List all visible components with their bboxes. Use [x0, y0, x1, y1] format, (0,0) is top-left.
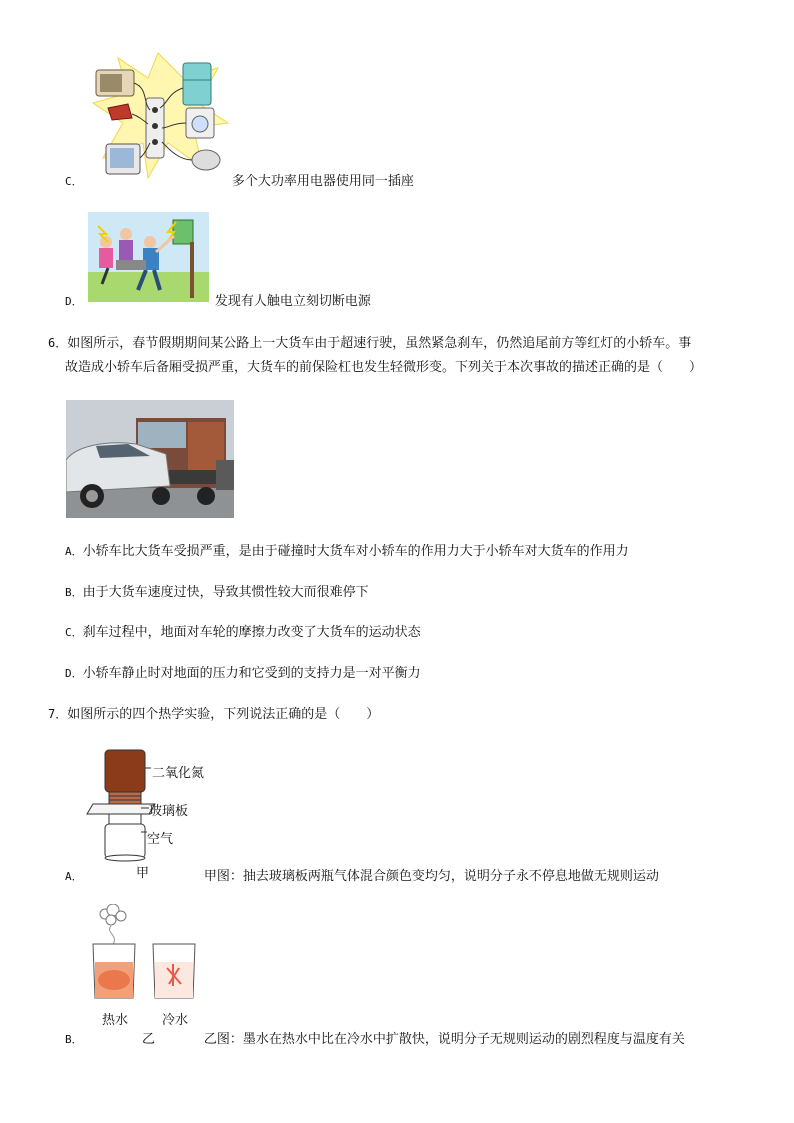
question-number: 6．	[48, 336, 68, 350]
option-letter: D．	[65, 295, 83, 308]
beakers-diagram	[85, 904, 205, 1004]
q7-option-a	[65, 868, 659, 886]
q7-option-b	[65, 1031, 685, 1049]
question-number: 7．	[48, 707, 68, 721]
question-6-line2: 故造成小轿车后备厢受损严重，大货车的前保险杠也发生轻微形变。下列关于本次事故的描述正确的是（ ）	[65, 360, 703, 375]
option-text: 刹车过程中，地面对车轮的摩擦力改变了大货车的运动状态	[82, 625, 421, 640]
label-nitrogen-dioxide: 二氧化氮	[152, 766, 205, 781]
rescue-illustration	[88, 212, 209, 302]
label-glass-plate: 玻璃板	[149, 804, 189, 819]
figure-electric-shock-rescue	[88, 212, 209, 302]
option-letter: C．	[65, 626, 83, 639]
option-d-prev	[65, 293, 371, 311]
figure-appliances-overload	[88, 48, 233, 183]
option-text: 发现有人触电立刻切断电源	[214, 294, 371, 309]
option-text: 甲图：抽去玻璃板两瓶气体混合颜色变均匀，说明分子永不停息地做无规则运动	[203, 869, 659, 884]
question-text: 如图所示，春节假期期间某公路上一大货车由于超速行驶，虽然紧急刹车，仍然追尾前方等红灯的小轿车。事	[67, 336, 692, 351]
q6-option-a	[65, 543, 629, 561]
appliances-illustration	[88, 48, 233, 183]
label-cold-water: 冷水	[162, 1013, 189, 1028]
figure-truck-collision-photo	[66, 400, 234, 518]
label-air: 空气	[147, 832, 174, 847]
option-letter: D．	[65, 667, 83, 680]
question-6-line1	[48, 334, 691, 353]
figure-caption-yi: 乙	[142, 1032, 156, 1047]
option-letter: B．	[65, 586, 83, 599]
option-letter: A．	[65, 545, 83, 558]
label-hot-water: 热水	[102, 1013, 129, 1028]
q6-option-c	[65, 624, 421, 642]
option-c-prev	[65, 173, 414, 191]
option-letter: C．	[65, 175, 83, 188]
option-text: 多个大功率用电器使用同一插座	[231, 174, 414, 189]
q6-option-b	[65, 584, 369, 602]
collision-photo	[66, 400, 234, 518]
figure-caption-jia: 甲	[136, 866, 150, 881]
option-letter: A．	[65, 870, 83, 883]
option-text: 乙图：墨水在热水中比在冷水中扩散快，说明分子无规则运动的剧烈程度与温度有关	[203, 1032, 685, 1047]
q6-option-d	[65, 665, 421, 683]
question-text: 如图所示的四个热学实验，下列说法正确的是（ ）	[67, 707, 380, 722]
option-text: 由于大货车速度过快，导致其惯性较大而很难停下	[82, 585, 369, 600]
option-text: 小轿车静止时对地面的压力和它受到的支持力是一对平衡力	[82, 666, 421, 681]
option-letter: B．	[65, 1033, 83, 1046]
question-7	[48, 705, 379, 724]
figure-ink-diffusion	[85, 904, 205, 1004]
option-text: 小轿车比大货车受损严重，是由于碰撞时大货车对小轿车的作用力大于小轿车对大货车的作用力	[82, 544, 629, 559]
